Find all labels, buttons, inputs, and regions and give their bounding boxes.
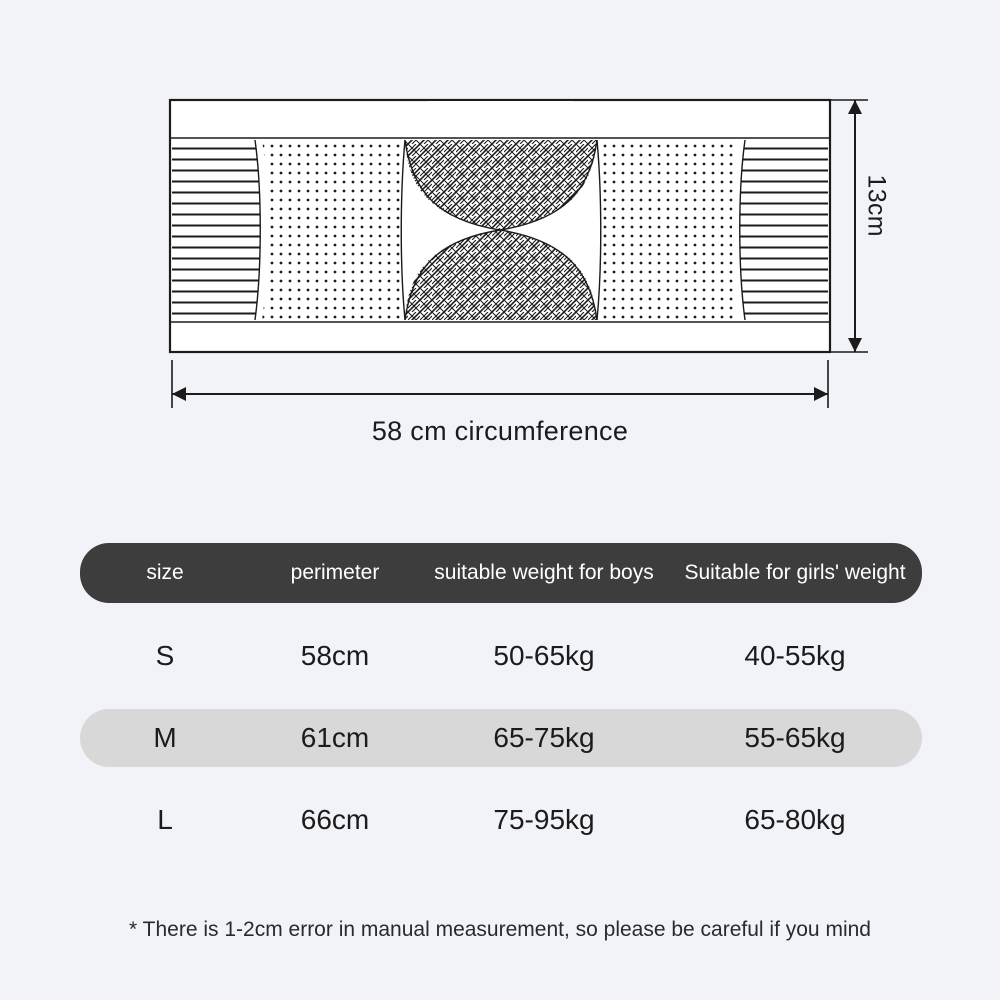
measurement-note: * There is 1-2cm error in manual measurement, so please be careful if you mind bbox=[129, 918, 871, 941]
column-header-perimeter: perimeter bbox=[290, 561, 380, 585]
cell-perimeter: 66cm bbox=[300, 803, 370, 835]
width-dimension-label: 58 cm circumference bbox=[371, 416, 629, 446]
table-row bbox=[80, 791, 922, 849]
cell-perimeter: 58cm bbox=[300, 639, 370, 671]
cell-size: L bbox=[157, 803, 173, 835]
cell-size: S bbox=[155, 639, 175, 671]
table-header-row bbox=[80, 543, 922, 603]
row-spacer bbox=[80, 685, 922, 709]
height-dimension-label: 13cm bbox=[862, 174, 891, 237]
column-header-girls: Suitable for girls' weight bbox=[684, 561, 906, 585]
size-table bbox=[80, 543, 922, 849]
table-row bbox=[80, 709, 922, 767]
column-header-boys: suitable weight for boys bbox=[434, 561, 654, 585]
cell-girls: 65-80kg bbox=[744, 803, 846, 835]
cell-size: M bbox=[153, 721, 177, 753]
row-spacer bbox=[80, 603, 922, 627]
row-spacer bbox=[80, 767, 922, 791]
cell-girls: 40-55kg bbox=[744, 639, 846, 671]
cell-boys: 75-95kg bbox=[493, 803, 595, 835]
cell-perimeter: 61cm bbox=[300, 721, 370, 753]
cell-boys: 65-75kg bbox=[493, 721, 595, 753]
column-header-size: size bbox=[146, 561, 184, 585]
cell-boys: 50-65kg bbox=[493, 639, 595, 671]
table-row bbox=[80, 627, 922, 685]
cell-girls: 55-65kg bbox=[744, 721, 846, 753]
